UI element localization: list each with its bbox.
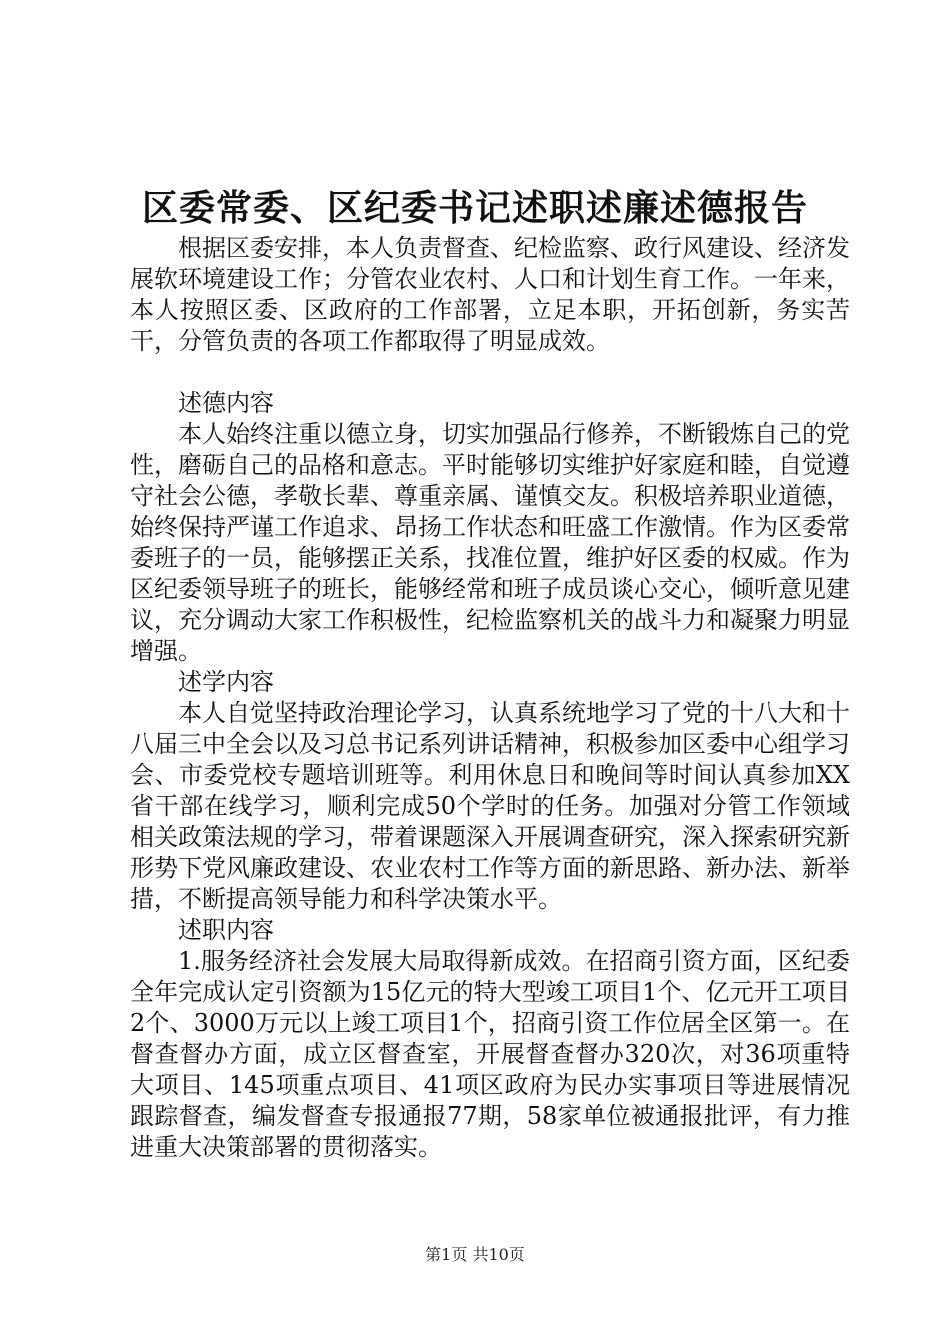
section-heading-study: 述学内容 <box>178 668 274 696</box>
document-body <box>130 233 850 1163</box>
section-heading-moral: 述德内容 <box>178 389 274 417</box>
paragraph-gap <box>130 357 850 388</box>
moral-paragraph: 本人始终注重以德立身，切实加强品行修养，不断锻炼自己的党性，磨砺自己的品格和意志。平时能够切实维护好家庭和睦，自觉遵守社会公德，孝敬长辈、尊重亲属、谨慎交友。积极培养职业道德，始终保持严谨工作追求、昂扬工作状态和旺盛工作激情。作为区委常委班子的一员，能够摆正关系，找准位置，维护好区委的权威。作为区纪委领导班子的班长，能够经常和班子成员谈心交心，倾听意见建议，充分调动大家工作积极性，纪检监察机关的战斗力和凝聚力明显增强。 <box>130 420 850 665</box>
document-title: 区委常委、区纪委书记述职述廉述德报告 <box>141 187 808 229</box>
study-paragraph: 本人自觉坚持政治理论学习，认真系统地学习了党的十八大和十八届三中全会以及习总书记系列讲话精神，积极参加区委中心组学习会、市委党校专题培训班等。利用休息日和晚间等时间认真参加XX省干部在线学习，顺利完成50个学时的任务。加强对分管工作领域相关政策法规的学习，带着课题深入开展调查研究，深入探索研究新形势下党风廉政建设、农业农村工作等方面的新思路、新办法、新举措，不断提高领导能力和科学决策水平。 <box>130 699 850 913</box>
section-heading-duty: 述职内容 <box>178 916 274 944</box>
duty-paragraph: 1.服务经济社会发展大局取得新成效。在招商引资方面，区纪委全年完成认定引资额为15亿元的特大型竣工项目1个、亿元开工项目2个、3000万元以上竣工项目1个，招商引资工作位居全区第一。在督查督办方面，成立区督查室，开展督查督办320次，对36项重特大项目、145项重点项目、41项区政府为民办实事项目等进展情况跟踪督查，编发督查专报通报77期，58家单位被通报批评，有力推进重大决策部署的贯彻落实。 <box>130 947 850 1161</box>
page-number-footer: 第1页 共10页 <box>425 1245 525 1264</box>
intro-paragraph: 根据区委安排，本人负责督查、纪检监察、政行风建设、经济发展软环境建设工作；分管农业农村、人口和计划生育工作。一年来，本人按照区委、区政府的工作部署，立足本职，开拓创新，务实苦干，分管负责的各项工作都取得了明显成效。 <box>130 234 850 355</box>
